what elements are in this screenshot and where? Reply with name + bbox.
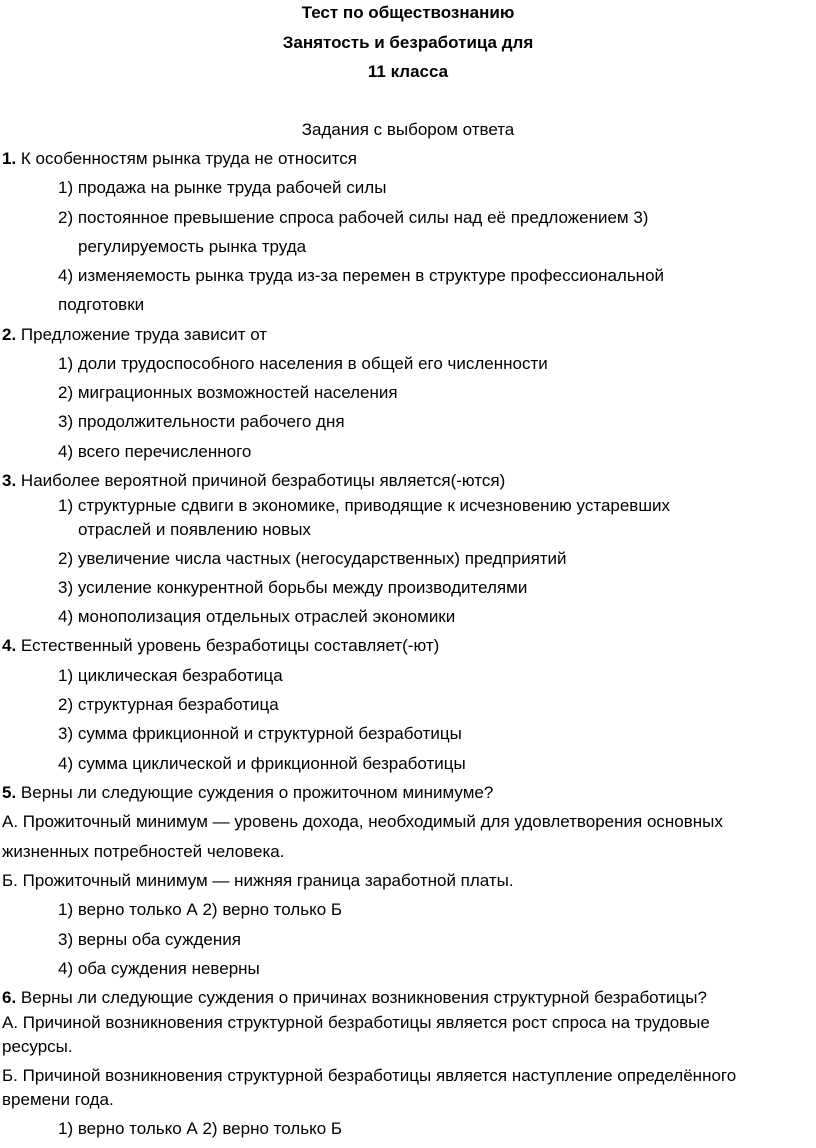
question-6-text: Верны ли следующие суждения о причинах возникновения структурной безработицы? [16,988,707,1007]
title-line-3: 11 класса [367,62,449,81]
question-5-number: 5. [2,783,17,802]
q5-option-1-2: 1) верно только А 2) верно только Б [58,900,343,919]
question-1-text: К особенностям рынка труда не относится [16,149,357,168]
question-3-number: 3. [2,471,17,490]
q6-statement-a: А. Причиной возникновения структурной безработицы является рост спроса на трудовые [2,1013,710,1032]
section-heading: Задания с выбором ответа [301,120,515,139]
question-3 [2,471,505,491]
q3-option-1-cont: отраслей и появлению новых [78,520,311,539]
q6-statement-b-cont: времени года. [2,1090,114,1109]
question-2 [2,325,267,345]
question-1 [2,149,357,169]
question-5-text: Верны ли следующие суждения о прожиточном минимуме? [16,783,494,802]
question-2-text: Предложение труда зависит от [16,325,268,344]
question-4-text: Естественный уровень безработицы составляет(-ют) [16,636,440,655]
question-3-text: Наиболее вероятной причиной безработицы является(-ются) [16,471,506,490]
q6-statement-a-cont: ресурсы. [2,1037,73,1056]
q3-option-3: 3) усиление конкурентной борьбы между производителями [58,578,528,597]
q5-option-4: 4) оба суждения неверны [58,959,260,978]
q1-option-4-cont: подготовки [58,295,145,314]
q3-option-1: 1) структурные сдвиги в экономике, приводящие к исчезновению устаревших [58,496,670,515]
q5-option-3: 3) верны оба суждения [58,930,241,949]
q4-option-4: 4) сумма циклической и фрикционной безработицы [58,754,466,773]
q2-option-4: 4) всего перечисленного [58,442,252,461]
question-1-number: 1. [2,149,17,168]
q1-option-1: 1) продажа на рынке труда рабочей силы [58,178,387,197]
q1-option-2: 2) постоянное превышение спроса рабочей силы над её предложением 3) [58,208,649,227]
q5-statement-a: А. Прожиточный минимум — уровень дохода, необходимый для удовлетворения основных [2,812,723,831]
q2-option-3: 3) продолжительности рабочего дня [58,412,345,431]
question-4 [2,636,439,656]
q1-option-3: регулируемость рынка труда [78,237,307,256]
q3-option-2: 2) увеличение числа частных (негосударственных) предприятий [58,549,567,568]
q2-option-2: 2) миграционных возможностей населения [58,383,398,402]
q4-option-2: 2) структурная безработица [58,695,279,714]
q4-option-1: 1) циклическая безработица [58,666,283,685]
question-6 [2,988,707,1008]
question-4-number: 4. [2,636,17,655]
q1-option-4: 4) изменяемость рынка труда из-за перемен в структуре профессиональной [58,266,665,285]
question-2-number: 2. [2,325,17,344]
question-5 [2,783,493,803]
q6-statement-b: Б. Причиной возникновения структурной безработицы является наступление определённого [2,1066,737,1085]
title-line-2: Занятость и безработица для [282,33,534,52]
q5-statement-b: Б. Прожиточный минимум — нижняя граница заработной платы. [2,871,514,890]
q4-option-3: 3) сумма фрикционной и структурной безработицы [58,724,462,743]
q6-option-1-2: 1) верно только А 2) верно только Б [58,1119,343,1138]
q2-option-1: 1) доли трудоспособного населения в общей его численности [58,354,548,373]
title-line-1: Тест по обществознанию [301,3,515,22]
q3-option-4: 4) монополизация отдельных отраслей экономики [58,607,456,626]
question-6-number: 6. [2,988,17,1007]
q5-statement-a-cont: жизненных потребностей человека. [2,842,285,861]
